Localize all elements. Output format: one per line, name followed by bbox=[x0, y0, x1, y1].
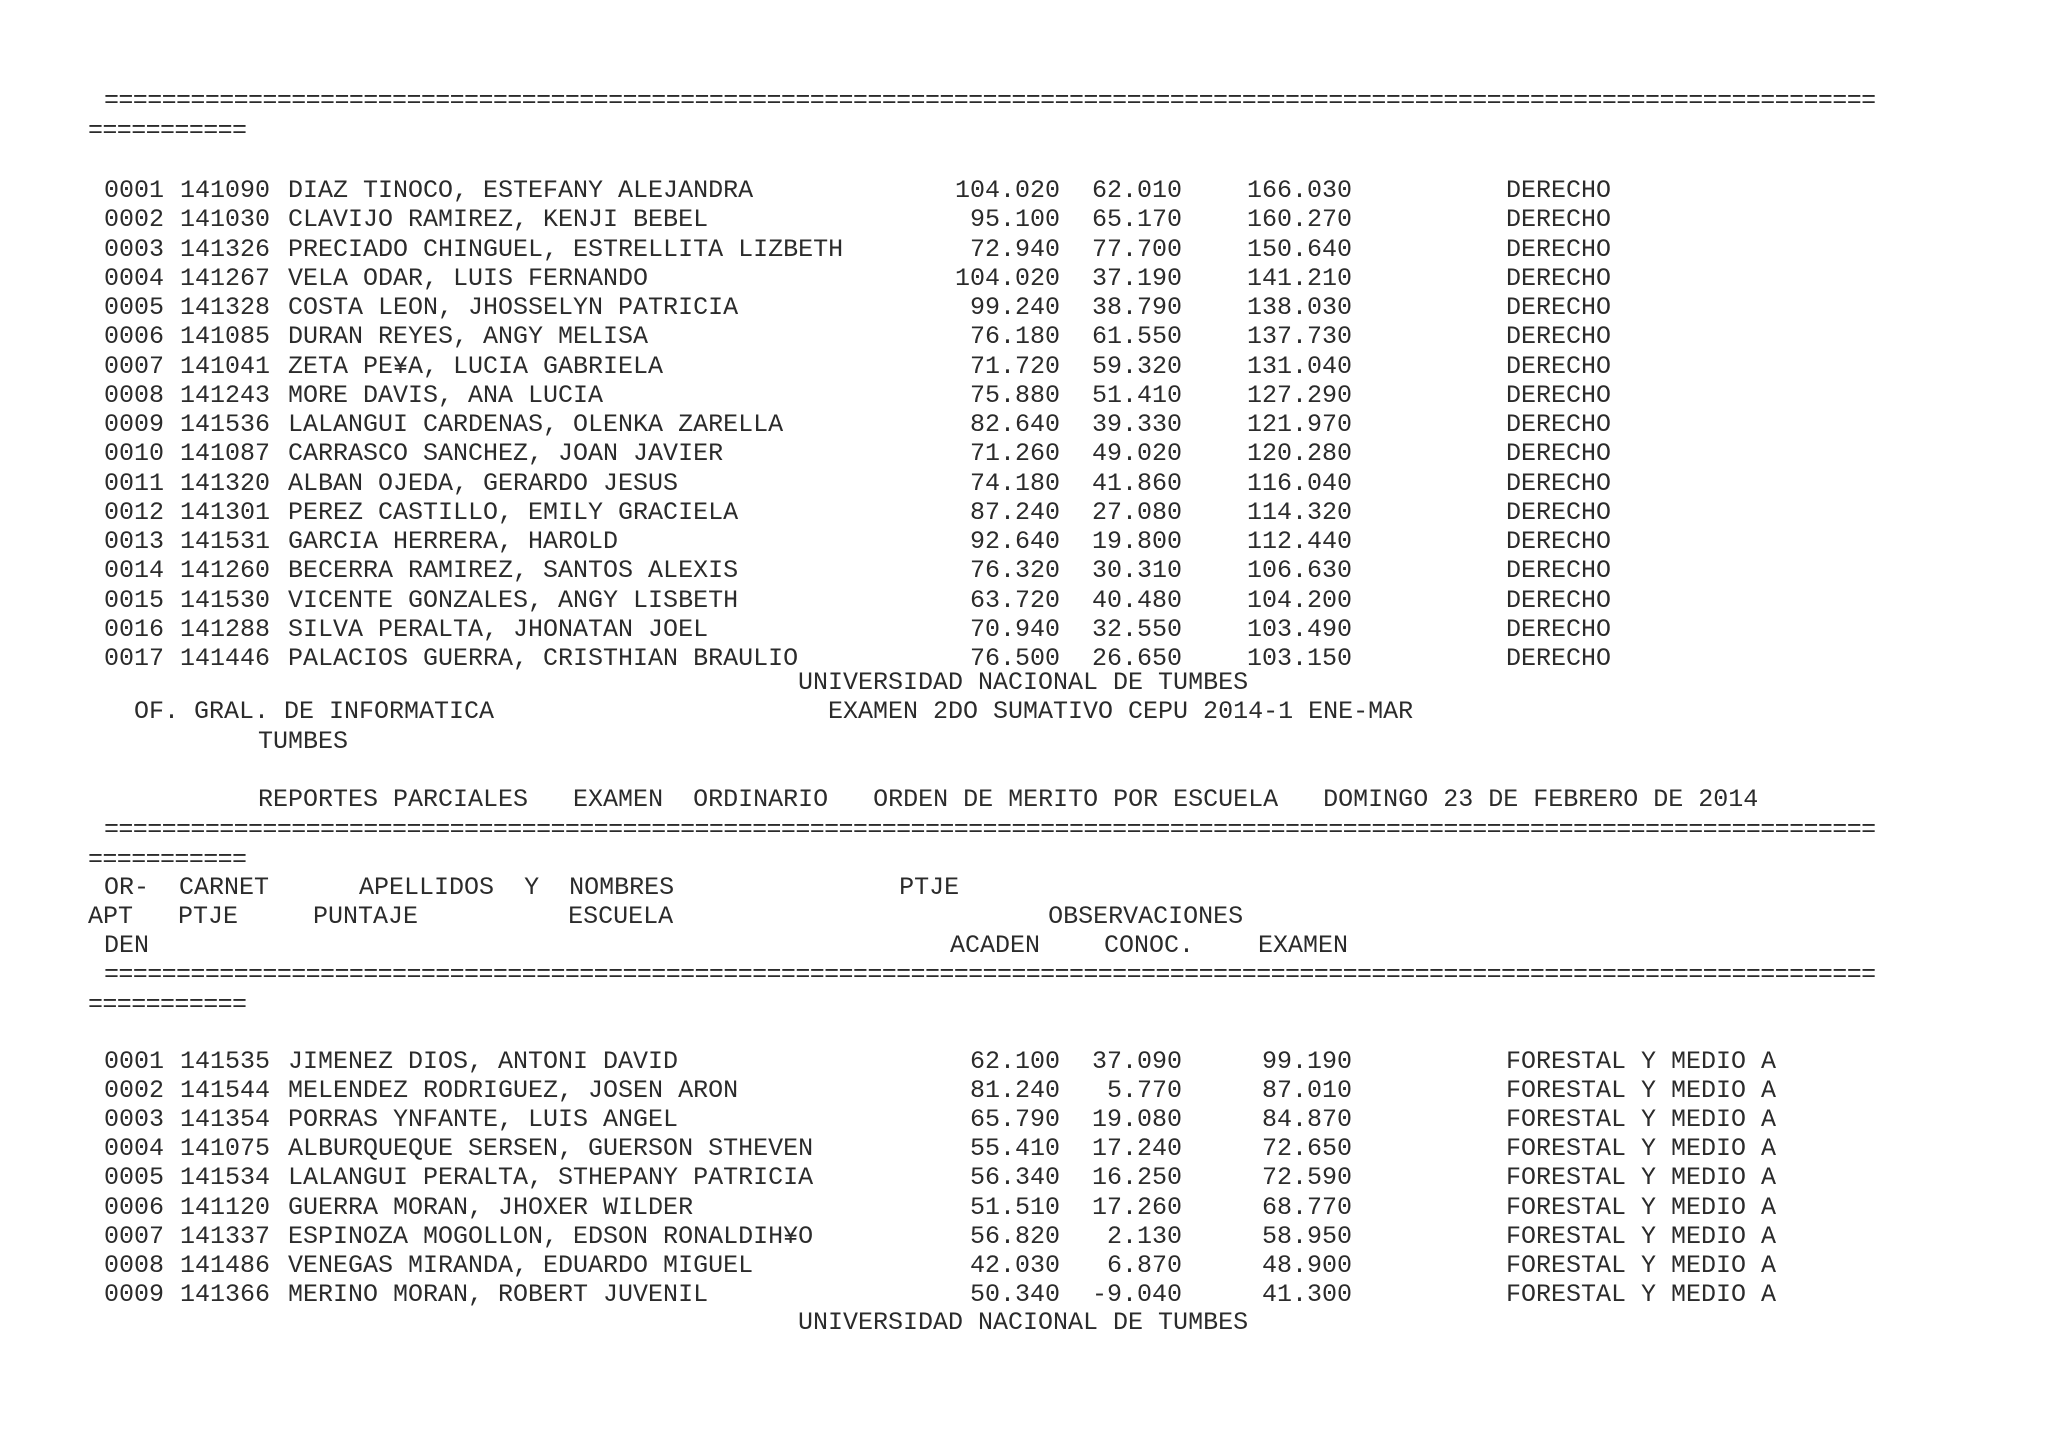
name-cell: VELA ODAR, LUIS FERNANDO bbox=[288, 263, 649, 293]
school-cell: FORESTAL Y MEDIO A bbox=[1506, 1163, 1777, 1193]
acaden-score-cell: 95.100 bbox=[969, 205, 1060, 235]
name-cell: PEREZ CASTILLO, EMILY GRACIELA bbox=[288, 497, 739, 527]
exam-score-cell: 121.970 bbox=[1246, 410, 1352, 439]
name-cell: DIAZ TINOCO, ESTEFANY ALEJANDRA bbox=[288, 176, 754, 205]
acaden-score-cell: 104.020 bbox=[954, 263, 1060, 293]
name-cell: DURAN REYES, ANGY MELISA bbox=[288, 322, 649, 352]
conoc-score-cell: 77.700 bbox=[1091, 234, 1182, 264]
school-cell: FORESTAL Y MEDIO A bbox=[1506, 1279, 1777, 1309]
carnet-cell: 141536 bbox=[180, 410, 271, 439]
conoc-score-cell: 38.790 bbox=[1091, 293, 1182, 322]
carnet-cell: 141337 bbox=[180, 1221, 271, 1251]
order-cell: 0005 bbox=[104, 293, 165, 322]
separator-top: =========================================================================================================================== bbox=[104, 86, 1876, 115]
order-cell: 0002 bbox=[104, 1076, 165, 1106]
acaden-score-cell: 82.640 bbox=[969, 410, 1060, 439]
exam-score-cell: 131.040 bbox=[1246, 351, 1352, 381]
school-cell: DERECHO bbox=[1506, 380, 1612, 410]
exam-score-cell: 106.630 bbox=[1246, 556, 1352, 586]
acaden-score-cell: 71.260 bbox=[969, 439, 1060, 469]
conoc-score-cell: 19.800 bbox=[1091, 527, 1182, 556]
acaden-score-cell: 76.320 bbox=[969, 556, 1060, 586]
name-cell: LALANGUI CARDENAS, OLENKA ZARELLA bbox=[288, 410, 784, 439]
name-cell: JIMENEZ DIOS, ANTONI DAVID bbox=[288, 1047, 679, 1076]
office-name: OF. GRAL. DE INFORMATICA bbox=[134, 697, 495, 726]
order-cell: 0008 bbox=[104, 1250, 165, 1280]
column-header-line-1: OR- CARNET APELLIDOS Y NOMBRES PTJE bbox=[104, 873, 960, 902]
acaden-score-cell: 65.790 bbox=[969, 1105, 1060, 1135]
name-cell: PORRAS YNFANTE, LUIS ANGEL bbox=[288, 1105, 679, 1135]
column-header-acaden: ACADEN bbox=[950, 931, 1041, 960]
carnet-cell: 141260 bbox=[180, 556, 271, 586]
conoc-score-cell: 32.550 bbox=[1091, 614, 1182, 644]
exam-score-cell: 99.190 bbox=[1261, 1047, 1352, 1076]
order-cell: 0010 bbox=[104, 439, 165, 469]
school-cell: DERECHO bbox=[1506, 263, 1612, 293]
exam-score-cell: 103.490 bbox=[1246, 614, 1352, 644]
name-cell: ESPINOZA MOGOLLON, EDSON RONALDIH¥O bbox=[288, 1221, 814, 1251]
order-cell: 0002 bbox=[104, 205, 165, 235]
school-cell: DERECHO bbox=[1506, 585, 1612, 615]
order-cell: 0008 bbox=[104, 380, 165, 410]
school-cell: DERECHO bbox=[1506, 468, 1612, 498]
conoc-score-cell: 27.080 bbox=[1091, 497, 1182, 527]
exam-score-cell: 104.200 bbox=[1246, 585, 1352, 615]
order-cell: 0017 bbox=[104, 644, 165, 673]
name-cell: GUERRA MORAN, JHOXER WILDER bbox=[288, 1192, 694, 1222]
name-cell: CARRASCO SANCHEZ, JOAN JAVIER bbox=[288, 439, 724, 469]
exam-score-cell: 112.440 bbox=[1246, 527, 1352, 556]
school-cell: DERECHO bbox=[1506, 234, 1612, 264]
carnet-cell: 141087 bbox=[180, 439, 271, 469]
carnet-cell: 141288 bbox=[180, 614, 271, 644]
carnet-cell: 141366 bbox=[180, 1279, 271, 1309]
conoc-score-cell: 30.310 bbox=[1091, 556, 1182, 586]
carnet-cell: 141534 bbox=[180, 1163, 271, 1193]
carnet-cell: 141544 bbox=[180, 1076, 271, 1106]
acaden-score-cell: 87.240 bbox=[969, 497, 1060, 527]
school-cell: DERECHO bbox=[1506, 351, 1612, 381]
name-cell: COSTA LEON, JHOSSELYN PATRICIA bbox=[288, 293, 739, 322]
carnet-cell: 141326 bbox=[180, 234, 271, 264]
acaden-score-cell: 76.180 bbox=[969, 322, 1060, 352]
exam-score-cell: 114.320 bbox=[1246, 497, 1352, 527]
school-cell: DERECHO bbox=[1506, 556, 1612, 586]
conoc-score-cell: 17.260 bbox=[1091, 1192, 1182, 1222]
acaden-score-cell: 99.240 bbox=[969, 293, 1060, 322]
acaden-score-cell: 76.500 bbox=[969, 644, 1060, 673]
school-cell: FORESTAL Y MEDIO A bbox=[1506, 1192, 1777, 1222]
school-cell: FORESTAL Y MEDIO A bbox=[1506, 1047, 1777, 1076]
order-cell: 0014 bbox=[104, 556, 165, 586]
carnet-cell: 141075 bbox=[180, 1134, 271, 1164]
acaden-score-cell: 51.510 bbox=[969, 1192, 1060, 1222]
school-cell: DERECHO bbox=[1506, 205, 1612, 235]
separator-top-tail: =========== bbox=[88, 116, 247, 145]
separator-header-top-tail: =========== bbox=[88, 845, 247, 874]
name-cell: ALBURQUEQUE SERSEN, GUERSON STHEVEN bbox=[288, 1134, 814, 1164]
school-cell: DERECHO bbox=[1506, 439, 1612, 469]
acaden-score-cell: 63.720 bbox=[969, 585, 1060, 615]
school-cell: DERECHO bbox=[1506, 410, 1612, 439]
conoc-score-cell: 26.650 bbox=[1091, 644, 1182, 673]
order-cell: 0016 bbox=[104, 614, 165, 644]
exam-score-cell: 120.280 bbox=[1246, 439, 1352, 469]
exam-score-cell: 87.010 bbox=[1261, 1076, 1352, 1106]
school-cell: DERECHO bbox=[1506, 176, 1612, 205]
conoc-score-cell: 41.860 bbox=[1091, 468, 1182, 498]
carnet-cell: 141446 bbox=[180, 644, 271, 673]
acaden-score-cell: 72.940 bbox=[969, 234, 1060, 264]
exam-title: EXAMEN 2DO SUMATIVO CEPU 2014-1 ENE-MAR bbox=[828, 697, 1414, 726]
order-cell: 0003 bbox=[104, 234, 165, 264]
acaden-score-cell: 104.020 bbox=[954, 176, 1060, 205]
acaden-score-cell: 62.100 bbox=[969, 1047, 1060, 1076]
exam-score-cell: 41.300 bbox=[1261, 1279, 1352, 1309]
carnet-cell: 141085 bbox=[180, 322, 271, 352]
carnet-cell: 141030 bbox=[180, 205, 271, 235]
name-cell: MELENDEZ RODRIGUEZ, JOSEN ARON bbox=[288, 1076, 739, 1106]
order-cell: 0007 bbox=[104, 1221, 165, 1251]
school-cell: FORESTAL Y MEDIO A bbox=[1506, 1076, 1777, 1106]
name-cell: CLAVIJO RAMIREZ, KENJI BEBEL bbox=[288, 205, 709, 235]
name-cell: PRECIADO CHINGUEL, ESTRELLITA LIZBETH bbox=[288, 234, 844, 264]
school-cell: DERECHO bbox=[1506, 322, 1612, 352]
column-header-examen: EXAMEN bbox=[1258, 931, 1349, 960]
order-cell: 0009 bbox=[104, 410, 165, 439]
acaden-score-cell: 81.240 bbox=[969, 1076, 1060, 1106]
university-footer: UNIVERSIDAD NACIONAL DE TUMBES bbox=[798, 1308, 1249, 1337]
order-cell: 0013 bbox=[104, 527, 165, 556]
order-cell: 0004 bbox=[104, 1134, 165, 1164]
exam-score-cell: 137.730 bbox=[1246, 322, 1352, 352]
conoc-score-cell: 6.870 bbox=[1106, 1250, 1182, 1280]
carnet-cell: 141243 bbox=[180, 380, 271, 410]
acaden-score-cell: 74.180 bbox=[969, 468, 1060, 498]
carnet-cell: 141120 bbox=[180, 1192, 271, 1222]
acaden-score-cell: 92.640 bbox=[969, 527, 1060, 556]
city-name: TUMBES bbox=[258, 727, 349, 756]
name-cell: ALBAN OJEDA, GERARDO JESUS bbox=[288, 468, 679, 498]
exam-score-cell: 160.270 bbox=[1246, 205, 1352, 235]
school-cell: DERECHO bbox=[1506, 293, 1612, 322]
exam-score-cell: 72.590 bbox=[1261, 1163, 1352, 1193]
conoc-score-cell: 5.770 bbox=[1106, 1076, 1182, 1106]
order-cell: 0006 bbox=[104, 1192, 165, 1222]
carnet-cell: 141328 bbox=[180, 293, 271, 322]
conoc-score-cell: 37.190 bbox=[1091, 263, 1182, 293]
conoc-score-cell: 59.320 bbox=[1091, 351, 1182, 381]
conoc-score-cell: 17.240 bbox=[1091, 1134, 1182, 1164]
separator-header-bottom: =========================================================================================================================== bbox=[104, 960, 1876, 989]
order-cell: 0001 bbox=[104, 176, 165, 205]
name-cell: ZETA PE¥A, LUCIA GABRIELA bbox=[288, 351, 664, 381]
exam-score-cell: 141.210 bbox=[1246, 263, 1352, 293]
carnet-cell: 141301 bbox=[180, 497, 271, 527]
order-cell: 0006 bbox=[104, 322, 165, 352]
exam-score-cell: 138.030 bbox=[1246, 293, 1352, 322]
carnet-cell: 141486 bbox=[180, 1250, 271, 1280]
order-cell: 0003 bbox=[104, 1105, 165, 1135]
name-cell: BECERRA RAMIREZ, SANTOS ALEXIS bbox=[288, 556, 739, 586]
acaden-score-cell: 70.940 bbox=[969, 614, 1060, 644]
school-cell: DERECHO bbox=[1506, 527, 1612, 556]
exam-score-cell: 116.040 bbox=[1246, 468, 1352, 498]
exam-score-cell: 84.870 bbox=[1261, 1105, 1352, 1135]
acaden-score-cell: 55.410 bbox=[969, 1134, 1060, 1164]
exam-score-cell: 166.030 bbox=[1246, 176, 1352, 205]
acaden-score-cell: 75.880 bbox=[969, 380, 1060, 410]
order-cell: 0005 bbox=[104, 1163, 165, 1193]
conoc-score-cell: 39.330 bbox=[1091, 410, 1182, 439]
conoc-score-cell: 62.010 bbox=[1091, 176, 1182, 205]
conoc-score-cell: -9.040 bbox=[1091, 1279, 1182, 1309]
order-cell: 0007 bbox=[104, 351, 165, 381]
acaden-score-cell: 71.720 bbox=[969, 351, 1060, 381]
report-description: REPORTES PARCIALES EXAMEN ORDINARIO ORDEN DE MERITO POR ESCUELA DOMINGO 23 DE FEBRERO DE 2014 bbox=[258, 785, 1759, 814]
name-cell: PALACIOS GUERRA, CRISTHIAN BRAULIO bbox=[288, 644, 799, 673]
carnet-cell: 141267 bbox=[180, 263, 271, 293]
conoc-score-cell: 51.410 bbox=[1091, 380, 1182, 410]
conoc-score-cell: 40.480 bbox=[1091, 585, 1182, 615]
conoc-score-cell: 65.170 bbox=[1091, 205, 1182, 235]
school-cell: DERECHO bbox=[1506, 497, 1612, 527]
school-cell: FORESTAL Y MEDIO A bbox=[1506, 1221, 1777, 1251]
name-cell: GARCIA HERRERA, HAROLD bbox=[288, 527, 619, 556]
name-cell: VENEGAS MIRANDA, EDUARDO MIGUEL bbox=[288, 1250, 754, 1280]
name-cell: VICENTE GONZALES, ANGY LISBETH bbox=[288, 585, 739, 615]
name-cell: MERINO MORAN, ROBERT JUVENIL bbox=[288, 1279, 709, 1309]
conoc-score-cell: 37.090 bbox=[1091, 1047, 1182, 1076]
conoc-score-cell: 2.130 bbox=[1106, 1221, 1182, 1251]
school-cell: FORESTAL Y MEDIO A bbox=[1506, 1105, 1777, 1135]
carnet-cell: 141041 bbox=[180, 351, 271, 381]
order-cell: 0012 bbox=[104, 497, 165, 527]
conoc-score-cell: 49.020 bbox=[1091, 439, 1182, 469]
school-cell: FORESTAL Y MEDIO A bbox=[1506, 1134, 1777, 1164]
acaden-score-cell: 56.340 bbox=[969, 1163, 1060, 1193]
exam-score-cell: 127.290 bbox=[1246, 380, 1352, 410]
column-header-den: DEN bbox=[104, 931, 150, 960]
school-cell: DERECHO bbox=[1506, 614, 1612, 644]
exam-score-cell: 68.770 bbox=[1261, 1192, 1352, 1222]
column-header-conoc: CONOC. bbox=[1104, 931, 1195, 960]
name-cell: LALANGUI PERALTA, STHEPANY PATRICIA bbox=[288, 1163, 814, 1193]
order-cell: 0015 bbox=[104, 585, 165, 615]
exam-score-cell: 58.950 bbox=[1261, 1221, 1352, 1251]
order-cell: 0001 bbox=[104, 1047, 165, 1076]
exam-score-cell: 150.640 bbox=[1246, 234, 1352, 264]
school-cell: DERECHO bbox=[1506, 644, 1612, 673]
carnet-cell: 141530 bbox=[180, 585, 271, 615]
name-cell: SILVA PERALTA, JHONATAN JOEL bbox=[288, 614, 709, 644]
separator-header-top: =========================================================================================================================== bbox=[104, 815, 1876, 844]
conoc-score-cell: 61.550 bbox=[1091, 322, 1182, 352]
university-title: UNIVERSIDAD NACIONAL DE TUMBES bbox=[798, 668, 1249, 697]
acaden-score-cell: 56.820 bbox=[969, 1221, 1060, 1251]
exam-score-cell: 103.150 bbox=[1246, 644, 1352, 673]
carnet-cell: 141354 bbox=[180, 1105, 271, 1135]
conoc-score-cell: 19.080 bbox=[1091, 1105, 1182, 1135]
carnet-cell: 141320 bbox=[180, 468, 271, 498]
order-cell: 0004 bbox=[104, 263, 165, 293]
order-cell: 0011 bbox=[104, 468, 165, 498]
column-header-line-2: APT PTJE PUNTAJE ESCUELA OBSERVACIONES bbox=[88, 902, 1244, 931]
exam-score-cell: 72.650 bbox=[1261, 1134, 1352, 1164]
name-cell: MORE DAVIS, ANA LUCIA bbox=[288, 380, 604, 410]
order-cell: 0009 bbox=[104, 1279, 165, 1309]
carnet-cell: 141531 bbox=[180, 527, 271, 556]
separator-header-bottom-tail: =========== bbox=[88, 990, 247, 1019]
acaden-score-cell: 42.030 bbox=[969, 1250, 1060, 1280]
conoc-score-cell: 16.250 bbox=[1091, 1163, 1182, 1193]
carnet-cell: 141090 bbox=[180, 176, 271, 205]
carnet-cell: 141535 bbox=[180, 1047, 271, 1076]
exam-score-cell: 48.900 bbox=[1261, 1250, 1352, 1280]
school-cell: FORESTAL Y MEDIO A bbox=[1506, 1250, 1777, 1280]
acaden-score-cell: 50.340 bbox=[969, 1279, 1060, 1309]
